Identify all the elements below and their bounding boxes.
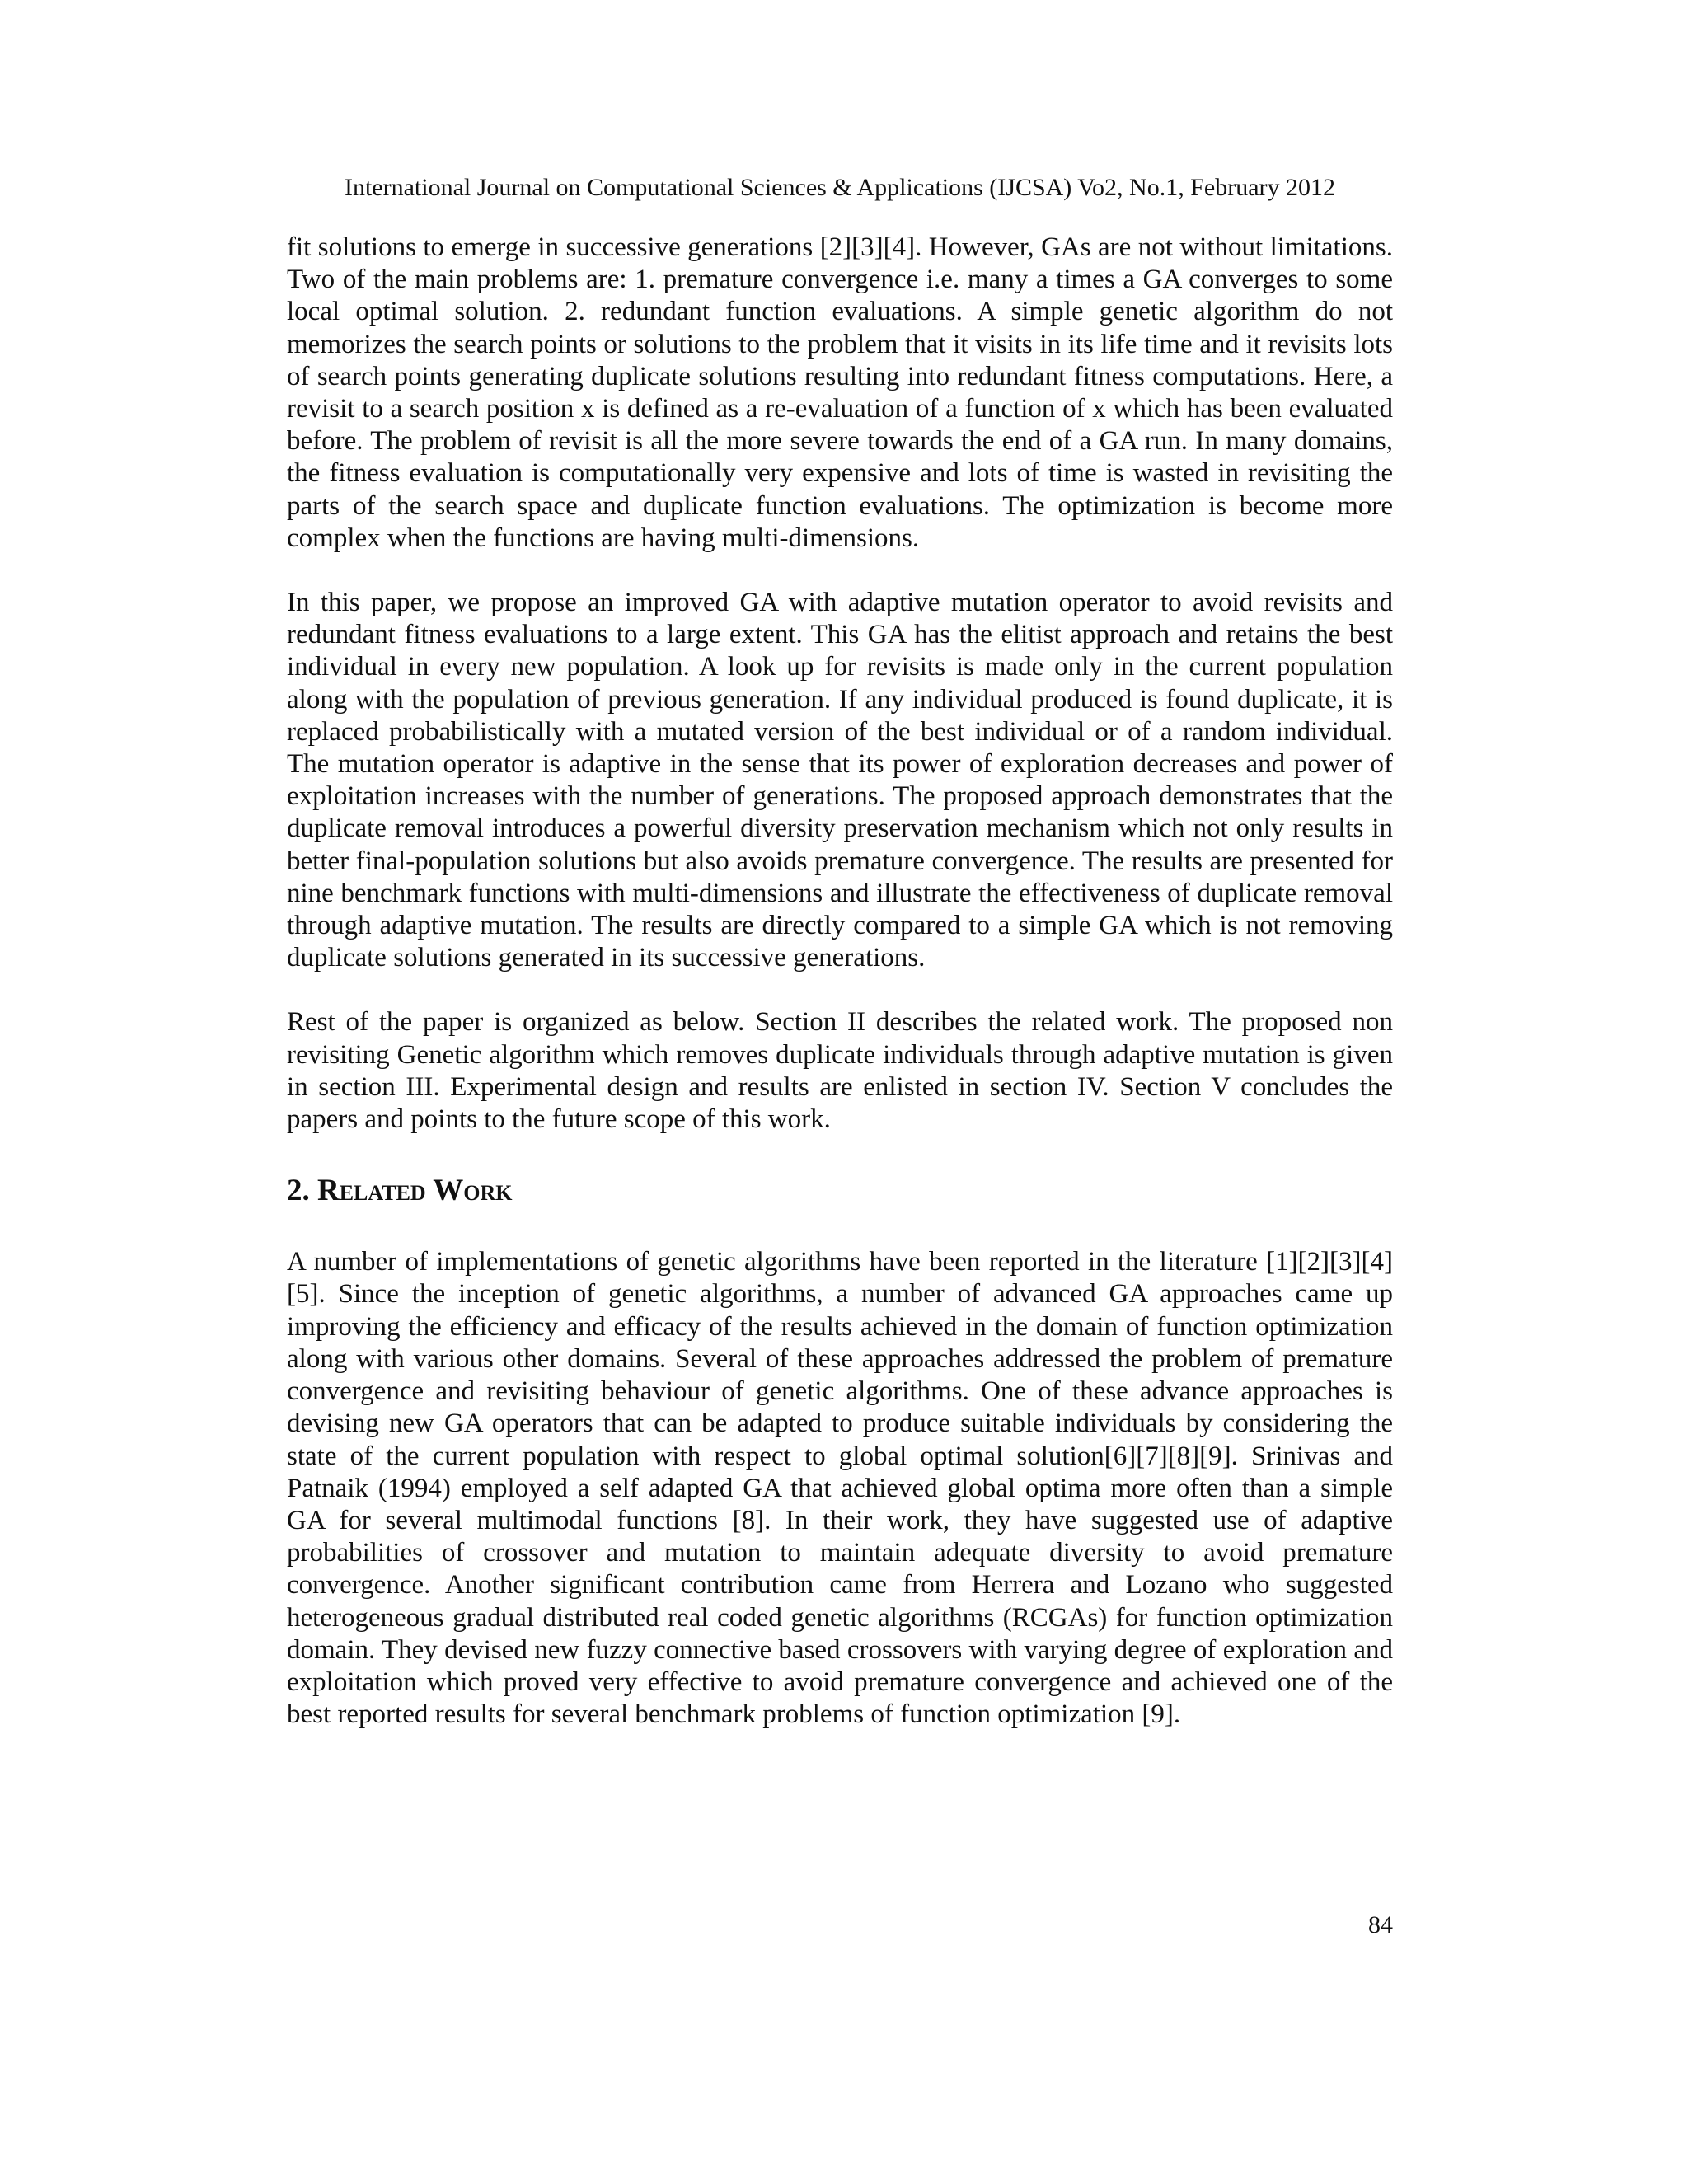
section-title: Related Work bbox=[317, 1174, 513, 1208]
body-text bbox=[287, 232, 1393, 1731]
section-number: 2. bbox=[287, 1174, 310, 1208]
paragraph-proposed-approach: In this paper, we propose an improved GA with adaptive mutation operator to avoid revisits and redundant fitness evaluations to a large extent. This GA has the elitist approach and retains the best individual in every new population. A look up for revisits is made only in the current population along with the population of previous generation. If any individual produced is found duplicate, it is replaced probabilistically with a mutated version of the best individual or of a random individual. The mutation operator is adaptive in the sense that its power of exploration decreases and power of exploitation increases with the number of generations. The proposed approach demonstrates that the duplicate removal introduces a powerful diversity preservation mechanism which not only results in better final-population solutions but also avoids premature convergence. The results are presented for nine benchmark functions with multi-dimensions and illustrate the effectiveness of duplicate removal through adaptive mutation. The results are directly compared to a simple GA which is not removing duplicate solutions generated in its successive generations. bbox=[287, 588, 1393, 973]
paragraph-intro-limitations: fit solutions to emerge in successive generations [2][3][4]. However, GAs are not without limitations. Two of the main problems are: 1. premature convergence i.e. many a times a GA converges to some local optimal solution. 2. redundant function evaluations. A simple genetic algorithm do not memorizes the search points or solutions to the problem that it visits in its life time and it revisits lots of search points generating duplicate solutions resulting into redundant fitness computations. Here, a revisit to a search position x is defined as a re-evaluation of a function of x which has been evaluated before. The problem of revisit is all the more severe towards the end of a GA run. In many domains, the fitness evaluation is computationally very expensive and lots of time is wasted in revisiting the parts of the search space and duplicate function evaluations. The optimization is become more complex when the functions are having multi-dimensions. bbox=[287, 232, 1393, 553]
paragraph-paper-organization: Rest of the paper is organized as below. Section II describes the related work. The proposed non revisiting Genetic algorithm which removes duplicate individuals through adaptive mutation is given in section III. Experimental design and results are enlisted in section IV. Section V concludes the papers and points to the future scope of this work. bbox=[287, 1007, 1393, 1135]
paragraph-spacer bbox=[287, 974, 1393, 1006]
running-header: International Journal on Computational Sciences & Applications (IJCSA) Vo2, No.1, February 2012 bbox=[344, 174, 1336, 201]
paragraph-spacer bbox=[287, 555, 1393, 587]
paragraph-related-work: A number of implementations of genetic algorithms have been reported in the literature [1][2][3][4][5]. Since the inception of genetic algorithms, a number of advanced GA approaches came up improving the efficiency and efficacy of the results achieved in the domain of function optimization along with various other domains. Several of these approaches addressed the problem of premature convergence and revisiting behaviour of genetic algorithms. One of these advance approaches is devising new GA operators that can be adapted to produce suitable individuals by considering the state of the current population with respect to global optimal solution[6][7][8][9]. Srinivas and Patnaik (1994) employed a self adapted GA that achieved global optima more often than a simple GA for several multimodal functions [8]. In their work, they have suggested use of adaptive probabilities of crossover and mutation to maintain adequate diversity to avoid premature convergence. Another significant contribution came from Herrera and Lozano who suggested heterogeneous gradual distributed real coded genetic algorithms (RCGAs) for function optimization domain. They devised new fuzzy connective based crossovers with varying degree of exploration and exploitation which proved very effective to avoid premature convergence and achieved one of the best reported results for several benchmark problems of function optimization [9]. bbox=[287, 1247, 1393, 1730]
page-number: 84 bbox=[1368, 1911, 1393, 1938]
section-heading bbox=[287, 1172, 1393, 1210]
